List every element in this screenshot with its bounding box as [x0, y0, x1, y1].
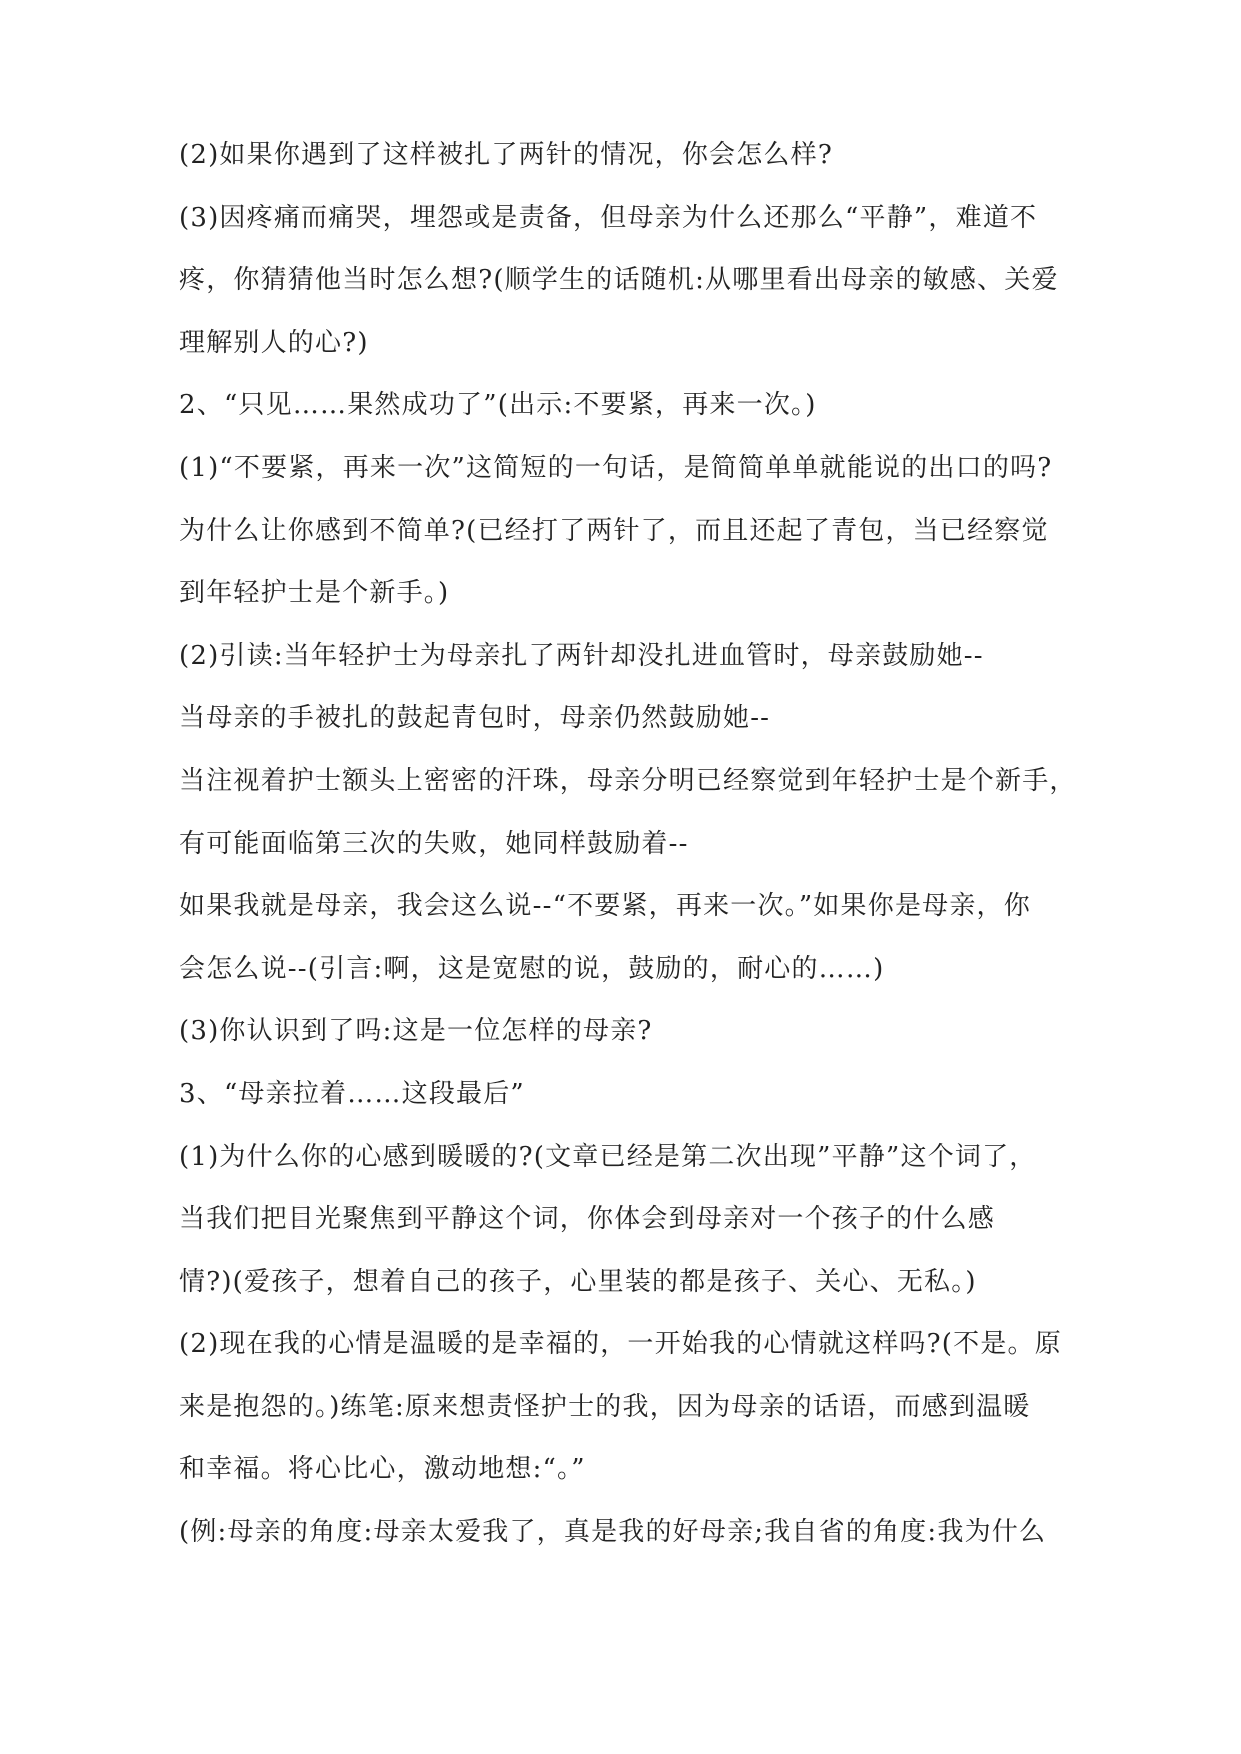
text-line: (1)“不要紧，再来一次”这简短的一句话，是简简单单就能说的出口的吗?: [179, 452, 1053, 483]
text-line: 情?)(爱孩子，想着自己的孩子，心里装的都是孩子、关心、无私。): [179, 1266, 977, 1297]
text-line: (2)如果你遇到了这样被扎了两针的情况，你会怎么样?: [179, 140, 833, 170]
text-line: 会怎么说--(引言:啊，这是宽慰的说，鼓励的，耐心的……): [179, 953, 885, 984]
text-line: 2、“只见……果然成功了”(出示:不要紧，再来一次。): [179, 390, 817, 421]
text-line: 到年轻护士是个新手。): [179, 578, 450, 609]
text-line: 当母亲的手被扎的鼓起青包时，母亲仍然鼓励她--: [179, 703, 771, 734]
text-line: 疼，你猜猜他当时怎么想?(顺学生的话随机:从哪里看出母亲的敏感、关爱: [179, 265, 1059, 296]
text-line: (例:母亲的角度:母亲太爱我了，真是我的好母亲;我自省的角度:我为什么: [179, 1517, 1047, 1548]
text-line: 3、“母亲拉着……这段最后”: [179, 1078, 525, 1109]
text-line: 来是抱怨的。)练笔:原来想责怪护士的我，因为母亲的话语，而感到温暖: [179, 1391, 1031, 1422]
text-line: (2)引读:当年轻护士为母亲扎了两针却没扎进血管时，母亲鼓励她--: [179, 640, 984, 671]
text-line: 当注视着护士额头上密密的汗珠，母亲分明已经察觉到年轻护士是个新手，: [179, 765, 1077, 796]
text-line: 为什么让你感到不简单?(已经打了两针了，而且还起了青包，当已经察觉: [179, 515, 1049, 546]
text-line: 如果我就是母亲，我会这么说--“不要紧，再来一次。”如果你是母亲，你: [179, 891, 1031, 922]
text-line: 和幸福。将心比心，激动地想:“。”: [179, 1454, 586, 1485]
text-line: 有可能面临第三次的失败，她同样鼓励着--: [179, 828, 689, 859]
text-line: (2)现在我的心情是温暖的是幸福的，一开始我的心情就这样吗?(不是。原: [179, 1329, 1062, 1360]
text-line: 理解别人的心?): [179, 327, 369, 358]
text-line: (3)因疼痛而痛哭，埋怨或是责备，但母亲为什么还那么“平静”，难道不: [179, 202, 1038, 233]
text-line: (1)为什么你的心感到暖暖的?(文章已经是第二次出现”平静”这个词了，: [179, 1141, 1037, 1172]
text-line: (3)你认识到了吗:这是一位怎样的母亲?: [179, 1016, 653, 1047]
document-body: [179, 124, 1119, 1564]
text-line: 当我们把目光聚焦到平静这个词，你体会到母亲对一个孩子的什么感: [179, 1204, 996, 1235]
